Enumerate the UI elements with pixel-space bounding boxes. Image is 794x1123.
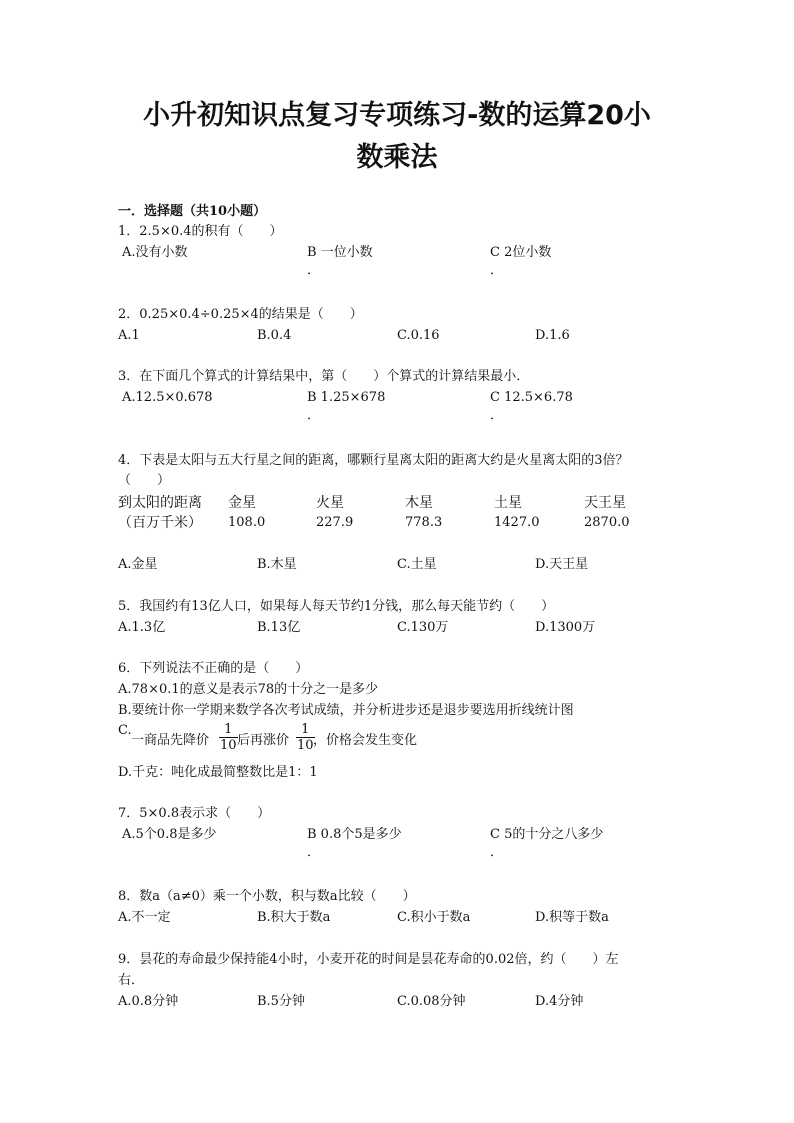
fraction-denominator: 10 [297, 738, 314, 753]
q4-table-distance: 227.9 [316, 515, 354, 530]
section-heading: 一．选择题（共10小题） [118, 204, 267, 219]
q6-option-a[interactable]: A.78×0.1的意义是表示78的十分之一是多少 [118, 682, 379, 697]
q5-option-b[interactable]: B.13亿 [257, 620, 301, 635]
q4-table-distance: 2870.0 [584, 515, 630, 530]
q4-option-d[interactable]: D.天王星 [535, 557, 589, 572]
q1-stem: 1．2.5×0.4的积有（ ） [118, 224, 283, 239]
q9-option-d[interactable]: D.4分钟 [535, 994, 584, 1009]
q1-option-c[interactable]: C 2位小数 [490, 245, 552, 260]
q9-option-c[interactable]: C.0.08分钟 [397, 994, 466, 1009]
q5-option-d[interactable]: D.1300万 [535, 620, 596, 635]
q3-option-b[interactable]: B 1.25×678 [307, 390, 386, 405]
q4-table-unit-label: （百万千米） [118, 515, 202, 531]
q2-option-d[interactable]: D.1.6 [535, 328, 570, 343]
q3-c-dot: ． [490, 408, 504, 423]
q5-option-a[interactable]: A.1.3亿 [118, 620, 166, 635]
q4-table-planet: 天王星 [584, 495, 626, 511]
q4-table-planet: 火星 [316, 495, 344, 511]
q1-b-dot: ． [307, 263, 321, 278]
q9-stem-line1: 9．昙花的寿命最少保持能4小时，小麦开花的时间是昙花寿命的0.02倍，约（ ）左 [118, 952, 619, 967]
q2-option-b[interactable]: B.0.4 [257, 328, 292, 343]
q8-option-c[interactable]: C.积小于数a [397, 910, 471, 925]
q6-option-c-text3: ，价格会发生变化 [313, 733, 418, 748]
q4-option-a[interactable]: A.金星 [118, 557, 158, 572]
q6-fraction-one-tenth [219, 722, 238, 753]
q3-option-c[interactable]: C 12.5×6.78 [490, 390, 573, 405]
q5-option-c[interactable]: C.130万 [397, 620, 449, 635]
q3-b-dot: ． [307, 408, 321, 423]
doc-title-line1: 小升初知识点复习专项练习-数的运算20小 [143, 100, 651, 131]
q2-option-a[interactable]: A.1 [118, 328, 140, 343]
q6-option-d[interactable]: D.千克：吨化成最简整数比是1：1 [118, 765, 318, 780]
q9-option-a[interactable]: A.0.8分钟 [118, 994, 179, 1009]
q8-stem: 8．数a（a≠0）乘一个小数，积与数a比较（ ） [118, 889, 416, 904]
q7-stem: 7．5×0.8表示求（ ） [118, 806, 271, 821]
q4-table-planet: 金星 [228, 495, 256, 511]
fraction-denominator: 10 [220, 738, 237, 753]
q4-option-c[interactable]: C.土星 [397, 557, 437, 572]
fraction-numerator: 1 [219, 722, 238, 738]
q5-stem: 5．我国约有13亿人口，如果每人每天节约1分钱，那么每天能节约（ ） [118, 599, 555, 614]
q8-option-d[interactable]: D.积等于数a [535, 910, 609, 925]
q1-c-dot: ． [490, 263, 504, 278]
q3-stem: 3．在下面几个算式的计算结果中，第（ ）个算式的计算结果最小． [118, 369, 530, 384]
q1-option-b[interactable]: B 一位小数 [307, 245, 373, 260]
q4-stem-line1: 4．下表是太阳与五大行星之间的距离，哪颗行星离太阳的距离大约是火星离太阳的3倍？ [118, 453, 629, 468]
q8-option-a[interactable]: A.不一定 [118, 910, 171, 925]
q9-stem-line2: 右． [118, 973, 145, 988]
q9-option-b[interactable]: B.5分钟 [257, 994, 305, 1009]
q4-table-distance: 778.3 [405, 515, 443, 530]
q4-table-distance: 1427.0 [494, 515, 540, 530]
q4-table-distance: 108.0 [228, 515, 266, 530]
q6-option-c-text1: 一商品先降价 [131, 733, 210, 748]
q2-option-c[interactable]: C.0.16 [397, 328, 440, 343]
q1-option-a[interactable]: A.没有小数 [122, 245, 188, 260]
q7-c-dot: ． [490, 845, 504, 860]
q8-option-b[interactable]: B.积大于数a [257, 910, 331, 925]
q7-option-b[interactable]: B 0.8个5是多少 [307, 827, 402, 842]
fraction-numerator: 1 [296, 722, 315, 738]
q3-option-a[interactable]: A.12.5×0.678 [122, 390, 213, 405]
q4-stem-line2: （ ） [118, 473, 171, 488]
q7-option-c[interactable]: C 5的十分之八多少 [490, 827, 604, 842]
q7-option-a[interactable]: A.5个0.8是多少 [122, 827, 217, 842]
q6-fraction-one-tenth [296, 722, 315, 753]
q6-option-c-prefix[interactable]: C. [118, 723, 132, 738]
q4-table-planet: 土星 [494, 495, 522, 511]
q6-option-c-text2: 后再涨价 [237, 733, 290, 748]
q7-b-dot: ． [307, 845, 321, 860]
q6-option-b[interactable]: B.要统计你一学期来数学各次考试成绩，并分析进步还是退步要选用折线统计图 [118, 703, 574, 718]
q2-stem: 2．0.25×0.4÷0.25×4的结果是（ ） [118, 307, 363, 322]
doc-title-line2: 数乘法 [356, 142, 438, 173]
q4-option-b[interactable]: B.木星 [257, 557, 297, 572]
q4-table-header-label: 到太阳的距离 [118, 495, 202, 511]
q6-stem: 6．下列说法不正确的是（ ） [118, 661, 309, 676]
q4-table-planet: 木星 [405, 495, 433, 511]
